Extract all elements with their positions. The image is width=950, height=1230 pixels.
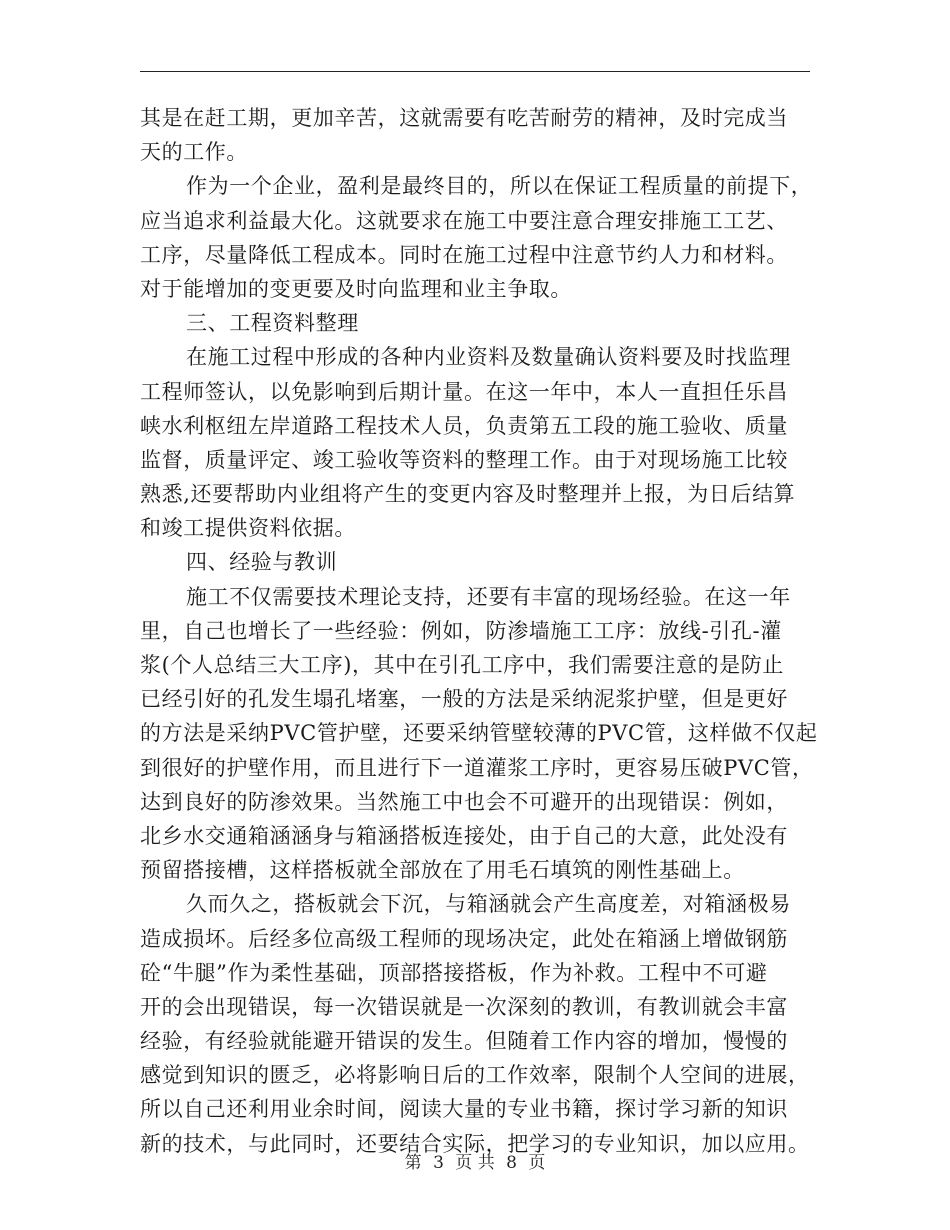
text-line: 熟悉,还要帮助内业组将产生的变更内容及时整理并上报，为日后结算 [140, 482, 796, 507]
text-line: 造成损坏。后经多位高级工程师的现场决定，此处在箱涵上增做钢筋 [140, 926, 788, 951]
footer-mid: 页 共 [455, 1153, 495, 1173]
footer-prefix: 第 [404, 1153, 422, 1173]
text-line: 工序，尽量降低工程成本。同时在施工过程中注意节约人力和材料。 [140, 242, 788, 267]
footer-suffix: 页 [528, 1153, 546, 1173]
text-line: 峡水利枢纽左岸道路工程技术人员，负责第五工段的施工验收、质量 [140, 413, 788, 438]
text-line: 作为一个企业，盈利是最终目的，所以在保证工程质量的前提下， [186, 174, 813, 199]
text-line: 砼“牛腿”作为柔性基础，顶部搭接搭板，作为补救。工程中不可避 [140, 960, 768, 985]
text-line: 里，自己也增长了一些经验：例如，防渗墙施工工序：放线-引孔-灌 [140, 618, 782, 643]
text-line: 开的会出现错误，每一次错误就是一次深刻的教训，有教训就会丰富 [140, 994, 788, 1019]
text-line: 北乡水交通箱涵涵身与箱涵搭板连接处，由于自己的大意，此处没有 [140, 823, 788, 848]
text-line: 在施工过程中形成的各种内业资料及数量确认资料要及时找监理 [186, 345, 791, 370]
text-line: 监督，质量评定、竣工验收等资料的整理工作。由于对现场施工比较 [140, 447, 788, 472]
text-line: 到很好的护壁作用，而且进行下一道灌浆工序时，更容易压破PVC管， [140, 755, 814, 780]
text-line: 预留搭接槽，这样搭板就全部放在了用毛石填筑的刚性基础上。 [140, 858, 745, 883]
text-line: 所以自己还利用业余时间，阅读大量的专业书籍，探讨学习新的知识 [140, 1097, 788, 1122]
total-page-count: 8 [506, 1153, 517, 1173]
text-line: 新的技术，与此同时，还要结合实际，把学习的专业知识，加以应用。 [140, 1131, 810, 1156]
text-line: 的方法是采纳PVC管护壁，还要采纳管壁较薄的PVC管，这样做不仅起 [140, 721, 818, 746]
text-line: 久而久之，搭板就会下沉，与箱涵就会产生高度差，对箱涵极易 [186, 892, 791, 917]
header-rule [140, 71, 810, 72]
text-line: 经验，有经验就能避开错误的发生。但随着工作内容的增加，慢慢的 [140, 1029, 788, 1054]
text-line: 已经引好的孔发生塌孔堵塞，一般的方法是采纳泥浆护壁，但是更好 [140, 687, 788, 712]
text-line: 工程师签认，以免影响到后期计量。在这一年中，本人一直担任乐昌 [140, 379, 788, 404]
text-line: 施工不仅需要技术理论支持，还要有丰富的现场经验。在这一年 [186, 584, 791, 609]
text-line: 浆(个人总结三大工序)，其中在引孔工序中，我们需要注意的是防止 [140, 653, 784, 677]
text-line: 和竣工提供资料依据。 [140, 516, 356, 541]
page-footer [0, 1151, 950, 1175]
current-page-number: 3 [433, 1153, 444, 1173]
document-body [140, 101, 818, 1161]
text-line: 对于能增加的变更要及时向监理和业主争取。 [140, 276, 572, 301]
text-line: 天的工作。 [140, 140, 248, 165]
text-line: 感觉到知识的匮乏，必将影响日后的工作效率，限制个人空间的进展， [140, 1063, 810, 1088]
text-line: 应当追求利益最大化。这就要求在施工中要注意合理安排施工工艺、 [140, 208, 788, 233]
text-line: 达到良好的防渗效果。当然施工中也会不可避开的出现错误：例如， [140, 789, 788, 814]
text-line: 三、工程资料整理 [186, 311, 359, 336]
text-line: 其是在赶工期，更加辛苦，这就需要有吃苦耐劳的精神，及时完成当 [140, 106, 788, 130]
text-line: 四、经验与教训 [186, 550, 338, 575]
